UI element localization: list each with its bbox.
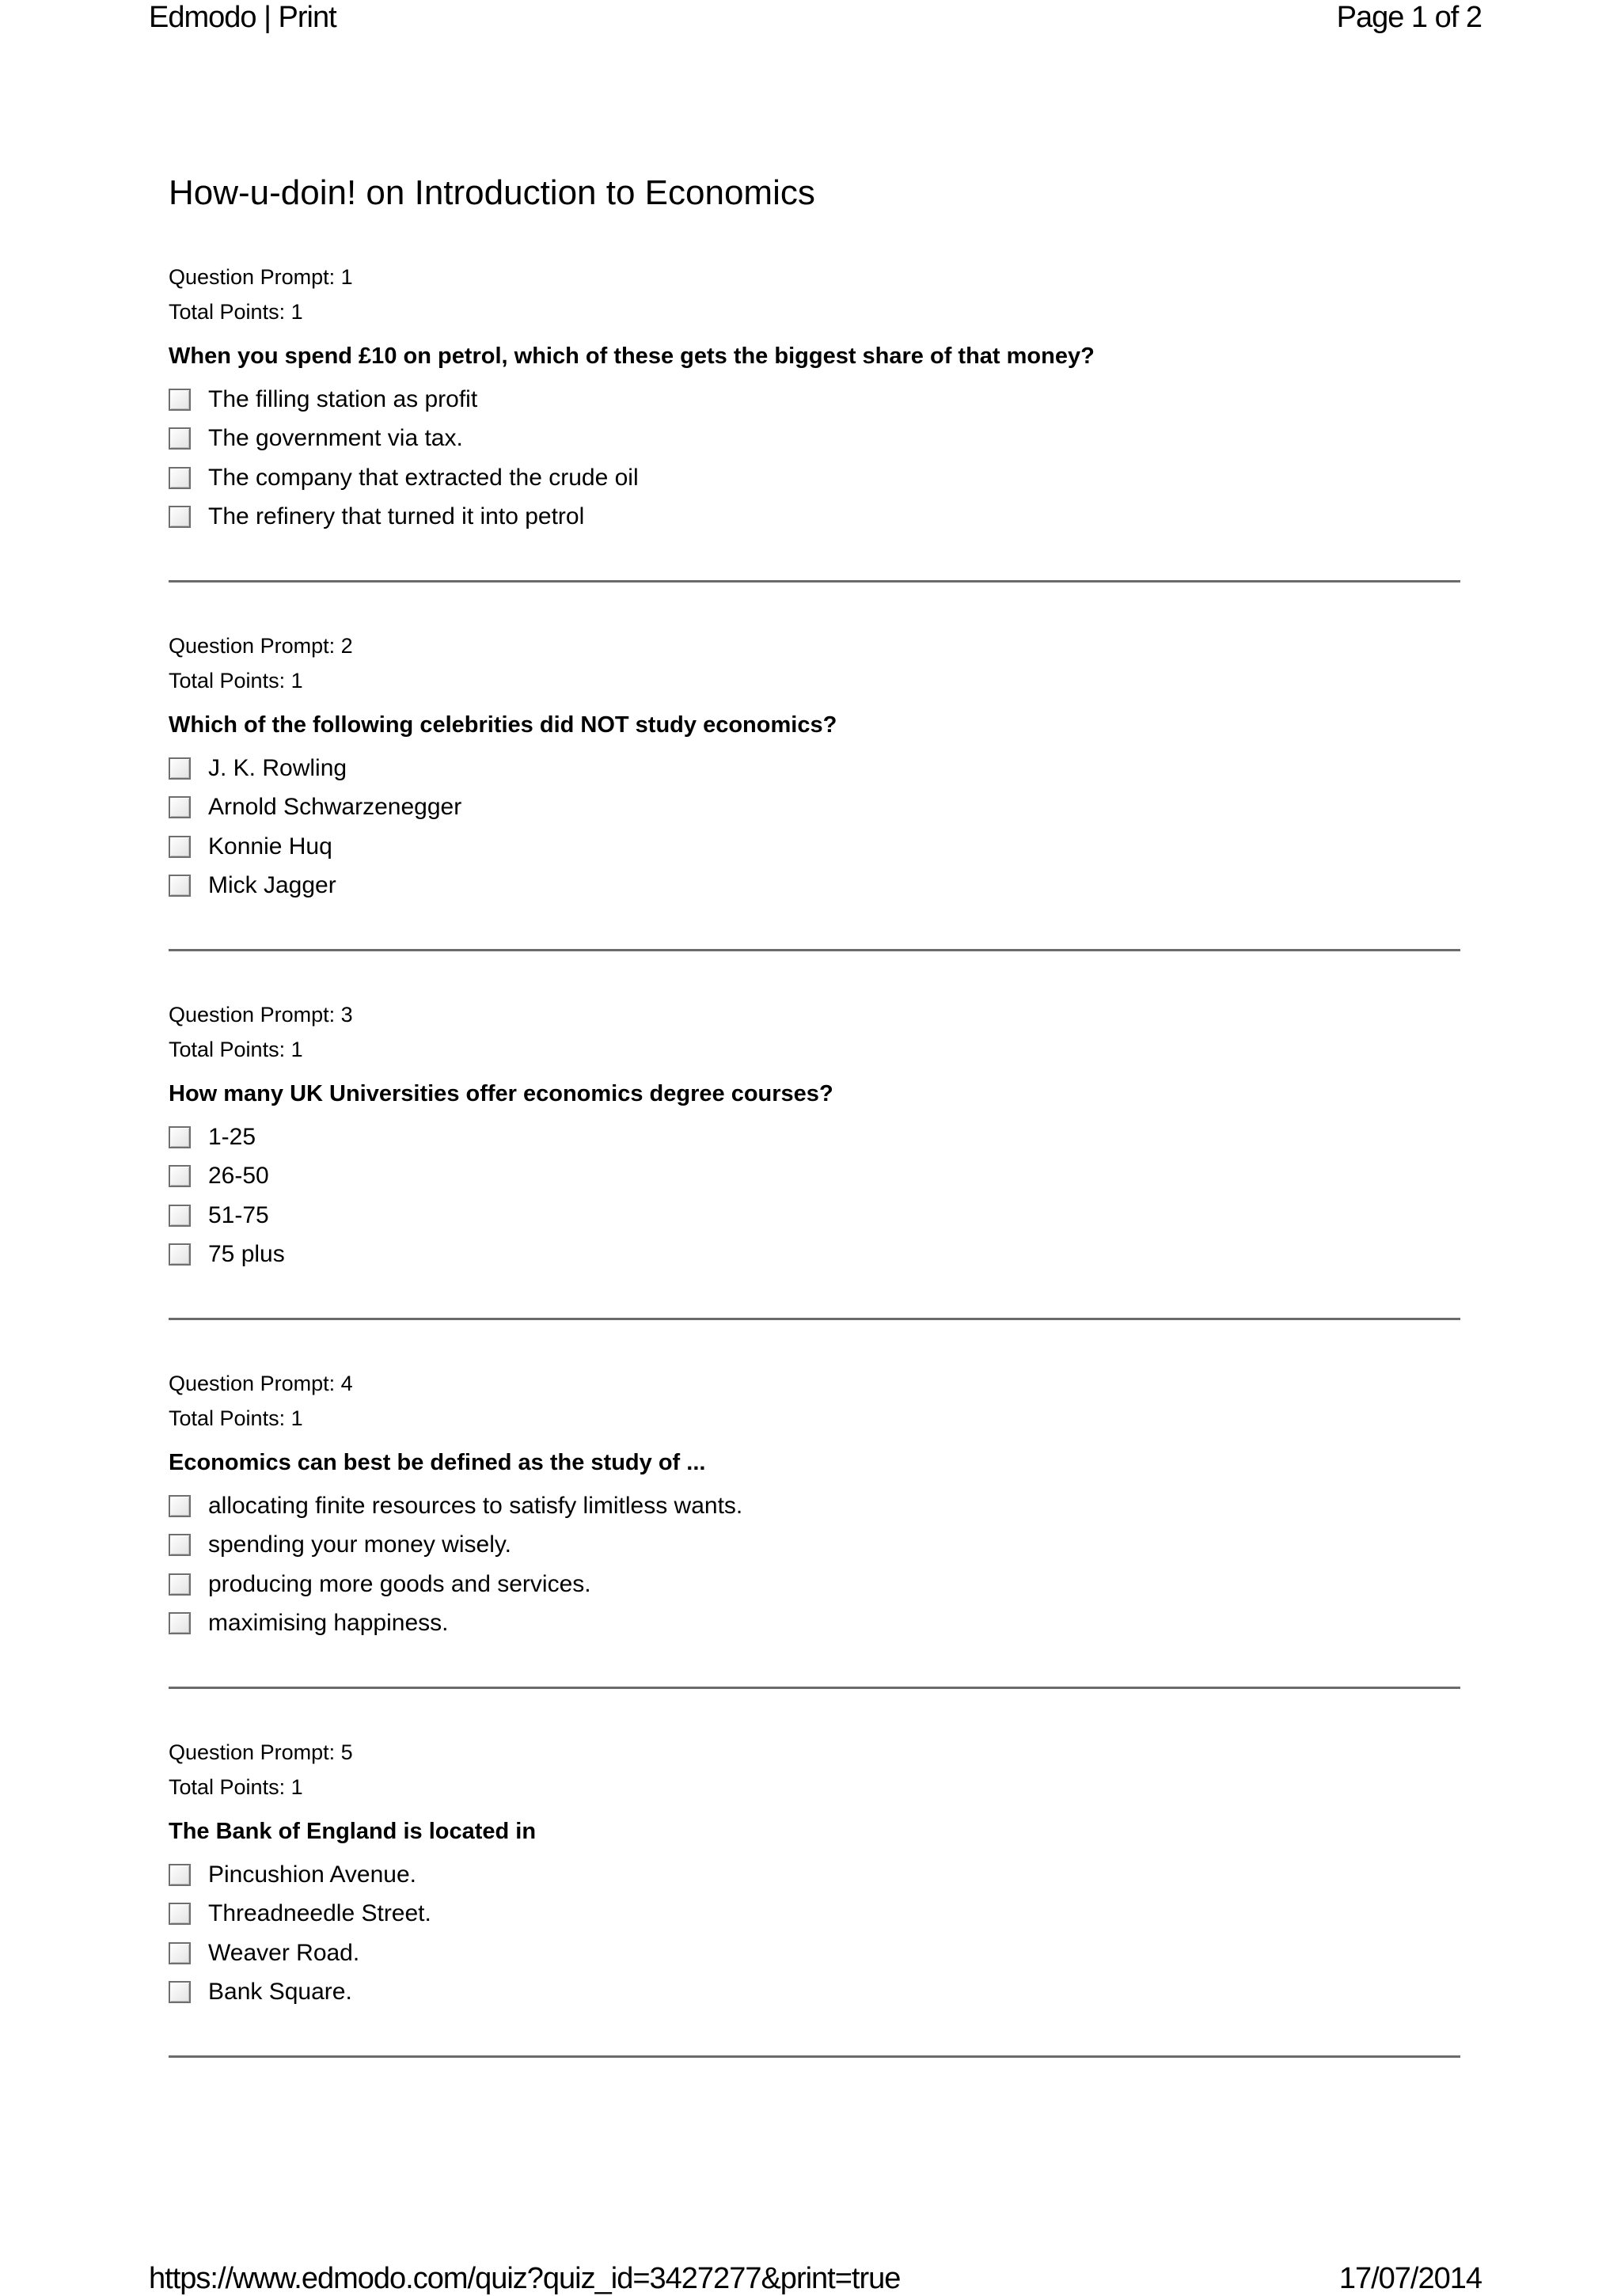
question-5 (169, 1735, 1460, 2058)
checkbox-icon[interactable] (169, 427, 191, 450)
question-total-points: Total Points: 1 (169, 1406, 303, 1430)
checkbox-icon[interactable] (169, 1205, 191, 1227)
answer-option[interactable] (169, 380, 1460, 419)
answer-option[interactable] (169, 1486, 1460, 1526)
answer-option-label: allocating finite resources to satisfy limitless wants. (208, 1492, 743, 1519)
answer-option-label: J. K. Rowling (208, 754, 347, 781)
answer-option-label: Arnold Schwarzenegger (208, 794, 462, 821)
checkbox-icon[interactable] (169, 757, 191, 780)
answer-option-label: Pincushion Avenue. (208, 1861, 416, 1888)
quiz-title: How-u-doin! on Introduction to Economics (169, 173, 815, 212)
question-2 (169, 628, 1460, 951)
checkbox-icon[interactable] (169, 506, 191, 528)
answer-option[interactable] (169, 458, 1460, 498)
answer-option[interactable] (169, 749, 1460, 788)
answer-option-label: 26-50 (208, 1163, 269, 1190)
question-text: When you spend £10 on petrol, which of these gets the biggest share of that money? (169, 343, 1095, 369)
question-total-points: Total Points: 1 (169, 300, 303, 324)
question-prompt-number: Question Prompt: 5 (169, 1740, 353, 1764)
answer-option[interactable] (169, 1895, 1460, 1934)
answer-option[interactable] (169, 498, 1460, 537)
quiz-content (169, 171, 1460, 2104)
answer-option-label: The government via tax. (208, 425, 463, 452)
answer-option[interactable] (169, 1157, 1460, 1197)
answer-option[interactable] (169, 1934, 1460, 1973)
checkbox-icon[interactable] (169, 1903, 191, 1925)
answer-option[interactable] (169, 419, 1460, 459)
answer-option-label: The company that extracted the crude oil (208, 464, 639, 491)
answer-option[interactable] (169, 1855, 1460, 1895)
answer-option-label: Mick Jagger (208, 872, 336, 899)
print-header-title: Edmodo | Print (149, 1, 336, 34)
question-3 (169, 997, 1460, 1320)
checkbox-icon[interactable] (169, 1165, 191, 1187)
answer-option-label: The refinery that turned it into petrol (208, 503, 585, 530)
answer-option-label: spending your money wisely. (208, 1531, 511, 1558)
question-4 (169, 1366, 1460, 1689)
checkbox-icon[interactable] (169, 1612, 191, 1634)
answer-option[interactable] (169, 1118, 1460, 1157)
checkbox-icon[interactable] (169, 836, 191, 858)
checkbox-icon[interactable] (169, 1495, 191, 1517)
question-text: Which of the following celebrities did NOT study economics? (169, 712, 837, 738)
checkbox-icon[interactable] (169, 1534, 191, 1556)
print-date: 17/07/2014 (1338, 2262, 1482, 2295)
answer-option-label: producing more goods and services. (208, 1570, 591, 1597)
checkbox-icon[interactable] (169, 875, 191, 897)
answer-option-label: Bank Square. (208, 1979, 352, 2006)
question-divider (169, 1687, 1460, 1689)
question-divider (169, 1318, 1460, 1320)
checkbox-icon[interactable] (169, 1942, 191, 1964)
answer-option[interactable] (169, 1196, 1460, 1235)
answer-option[interactable] (169, 1973, 1460, 2013)
print-footer (149, 2261, 1482, 2296)
question-total-points: Total Points: 1 (169, 1038, 303, 1061)
answer-option[interactable] (169, 1604, 1460, 1644)
question-prompt-number: Question Prompt: 4 (169, 1372, 353, 1395)
question-divider (169, 2055, 1460, 2058)
answer-option-label: Konnie Huq (208, 833, 332, 860)
checkbox-icon[interactable] (169, 1981, 191, 2003)
answer-option-label: 51-75 (208, 1201, 269, 1228)
question-total-points: Total Points: 1 (169, 1775, 303, 1799)
question-prompt-number: Question Prompt: 3 (169, 1003, 353, 1027)
checkbox-icon[interactable] (169, 796, 191, 818)
answer-option-label: 1-25 (208, 1123, 256, 1150)
answer-option[interactable] (169, 788, 1460, 828)
question-text: How many UK Universities offer economics degree courses? (169, 1081, 833, 1106)
answer-option-label: The filling station as profit (208, 385, 478, 412)
answer-option[interactable] (169, 1235, 1460, 1275)
checkbox-icon[interactable] (169, 1126, 191, 1148)
print-header (149, 0, 1482, 35)
question-divider (169, 580, 1460, 583)
checkbox-icon[interactable] (169, 1243, 191, 1266)
question-text: The Bank of England is located in (169, 1819, 537, 1844)
checkbox-icon[interactable] (169, 467, 191, 489)
question-text: Economics can best be defined as the study of ... (169, 1450, 706, 1475)
question-total-points: Total Points: 1 (169, 669, 303, 693)
answer-option[interactable] (169, 1565, 1460, 1604)
checkbox-icon[interactable] (169, 1864, 191, 1886)
question-prompt-number: Question Prompt: 1 (169, 265, 353, 289)
page-number: Page 1 of 2 (1336, 1, 1482, 34)
question-divider (169, 949, 1460, 951)
checkbox-icon[interactable] (169, 1573, 191, 1596)
answer-options (169, 1118, 1460, 1274)
answer-options (169, 1486, 1460, 1643)
answer-options (169, 749, 1460, 905)
answer-option-label: maximising happiness. (208, 1610, 449, 1637)
answer-options (169, 1855, 1460, 2012)
answer-option[interactable] (169, 827, 1460, 867)
question-prompt-number: Question Prompt: 2 (169, 634, 353, 658)
answer-option[interactable] (169, 1526, 1460, 1565)
answer-option-label: Weaver Road. (208, 1939, 360, 1966)
answer-option[interactable] (169, 867, 1460, 906)
checkbox-icon[interactable] (169, 389, 191, 411)
question-1 (169, 260, 1460, 583)
answer-options (169, 380, 1460, 537)
page-url: https://www.edmodo.com/quiz?quiz_id=3427277&print=true (149, 2262, 901, 2295)
answer-option-label: Threadneedle Street. (208, 1900, 431, 1927)
answer-option-label: 75 plus (208, 1241, 285, 1268)
